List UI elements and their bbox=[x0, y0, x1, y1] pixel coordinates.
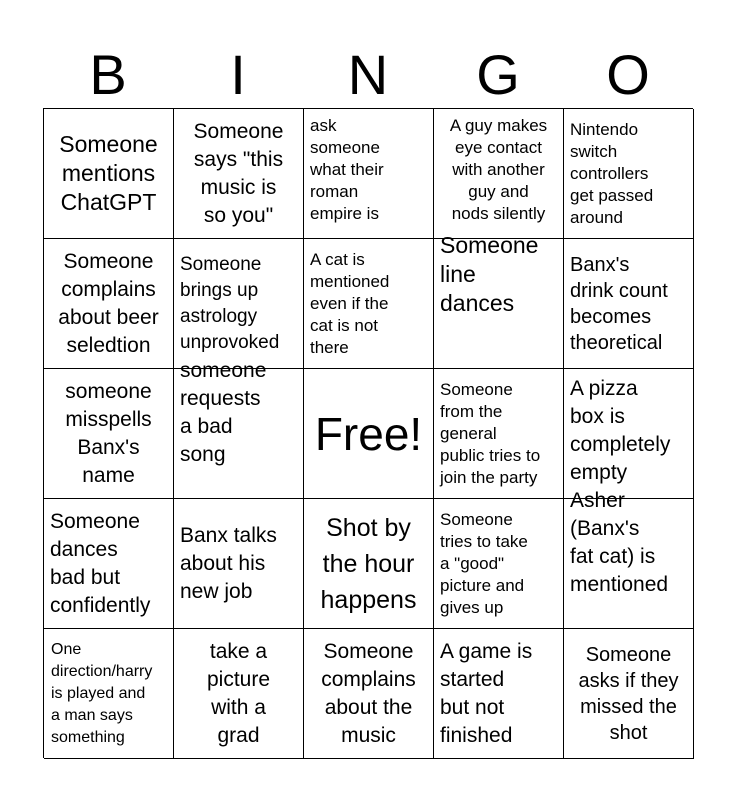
cell-text: A pizza box is completely empty bbox=[570, 377, 671, 484]
bingo-cell[interactable] bbox=[564, 369, 694, 499]
bingo-cell[interactable] bbox=[564, 489, 694, 629]
free-space: Free! bbox=[314, 407, 423, 460]
bingo-cell[interactable] bbox=[434, 629, 564, 759]
bingo-cell[interactable] bbox=[44, 369, 174, 499]
bingo-cell[interactable] bbox=[304, 109, 434, 239]
bingo-cell[interactable] bbox=[174, 109, 304, 239]
bingo-cell[interactable] bbox=[434, 499, 564, 629]
bingo-cell[interactable] bbox=[174, 239, 304, 369]
cell-text: Someone tries to take a "good" picture and gives up bbox=[440, 509, 528, 617]
header-letter-i: I bbox=[230, 43, 246, 106]
bingo-cell[interactable] bbox=[174, 499, 304, 629]
bingo-cell[interactable] bbox=[44, 109, 174, 239]
cell-text: Asher (Banx's fat cat) is mentioned bbox=[570, 489, 669, 596]
bingo-cell[interactable] bbox=[564, 109, 694, 239]
bingo-cell[interactable] bbox=[434, 109, 564, 239]
bingo-cell[interactable] bbox=[44, 629, 174, 759]
bingo-cell[interactable] bbox=[434, 369, 564, 499]
cell-text: Someone complains about beer seledtion bbox=[58, 249, 159, 357]
cell-text: A cat is mentioned even if the cat is not there bbox=[310, 249, 390, 357]
cell-text: take a picture with a grad bbox=[206, 639, 271, 747]
cell-text: Nintendo switch controllers get passed around bbox=[570, 119, 654, 227]
cell-text: Someone mentions ChatGPT bbox=[59, 131, 158, 215]
cell-text: A game is started but not finished bbox=[440, 639, 533, 747]
bingo-cell[interactable] bbox=[304, 629, 434, 759]
bingo-header bbox=[43, 42, 693, 108]
bingo-cell[interactable] bbox=[44, 499, 174, 629]
bingo-cell[interactable] bbox=[304, 499, 434, 629]
bingo-cell[interactable] bbox=[564, 629, 694, 759]
header-letter-b: B bbox=[89, 43, 127, 106]
bingo-cell[interactable] bbox=[174, 359, 304, 499]
bingo-cell[interactable] bbox=[304, 369, 434, 499]
cell-text: Someone complains about the music bbox=[321, 639, 416, 747]
cell-text: ask someone what their roman empire is bbox=[310, 116, 384, 223]
cell-text: A guy makes eye contact with another guy and nods silently bbox=[449, 116, 548, 223]
header-letter-o: O bbox=[606, 43, 650, 106]
header-letter-n: N bbox=[347, 43, 389, 106]
cell-text: Someone says "this music is so you" bbox=[193, 119, 284, 227]
header-letter-g: G bbox=[476, 43, 520, 106]
cell-text: someone requests a bad song bbox=[180, 359, 267, 466]
bingo-cell[interactable] bbox=[304, 239, 434, 369]
cell-text: Someone dances bad but confidently bbox=[50, 509, 151, 617]
cell-text: Someone brings up astrology unprovoked bbox=[180, 253, 280, 353]
cell-text: someone misspells Banx's name bbox=[65, 379, 152, 487]
bingo-board bbox=[43, 108, 693, 758]
cell-text: Banx's drink count becomes theoretical bbox=[570, 253, 668, 354]
bingo-cell[interactable] bbox=[174, 629, 304, 759]
cell-text: Someone from the general public tries to join the party bbox=[440, 379, 541, 487]
cell-text: Banx talks about his new job bbox=[180, 523, 277, 603]
cell-text: Someone asks if they missed the shot bbox=[578, 643, 679, 744]
bingo-cell[interactable] bbox=[44, 239, 174, 369]
bingo-cell[interactable] bbox=[564, 239, 694, 369]
cell-text: Shot by the hour happens bbox=[320, 513, 417, 614]
cell-text: One direction/harry is played and a man says something bbox=[51, 640, 153, 746]
cell-text: Someone line dances bbox=[440, 232, 539, 316]
bingo-cell[interactable] bbox=[434, 232, 564, 369]
